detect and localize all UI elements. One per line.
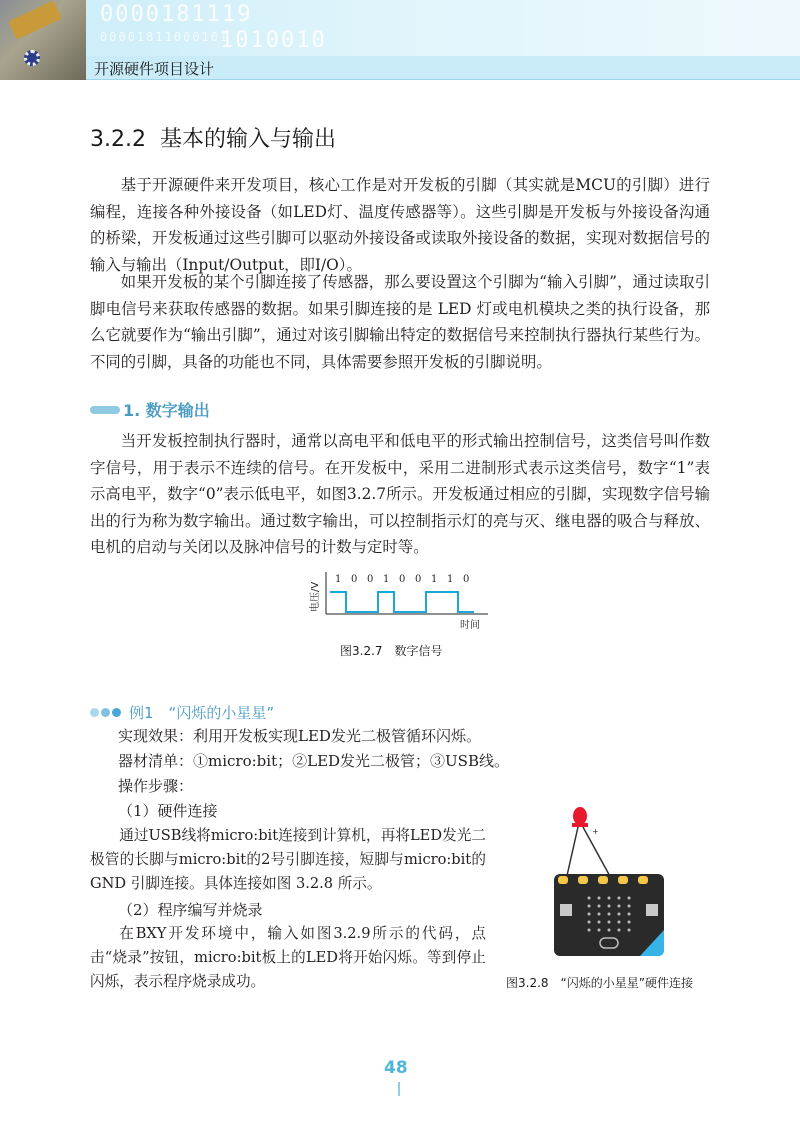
example-step1-text: 通过USB线将micro:bit连接到计算机，再将LED发光二极管的长脚与micro:bit的2号引脚连接，短脚与micro:bit的 GND 引脚连接。具体连接如图 3.2.8 所示。 bbox=[90, 827, 486, 893]
circuit-board-image bbox=[8, 0, 62, 39]
subsection-bar-icon bbox=[90, 406, 120, 414]
bit-label: 1 bbox=[431, 574, 438, 585]
digital-signal-figure bbox=[312, 568, 492, 630]
subsection-title: 1. 数字输出 bbox=[123, 401, 210, 420]
binary-line-3: 1010010 bbox=[220, 28, 327, 53]
binary-line-2: 00001811000101 bbox=[100, 30, 230, 44]
example-heading bbox=[90, 702, 274, 723]
page-number: 48 bbox=[384, 1058, 408, 1078]
example-step2-heading: （2）程序编写并烧录 bbox=[118, 901, 263, 919]
plus-icon: + bbox=[592, 827, 599, 836]
pin bbox=[578, 876, 588, 884]
section-number: 3.2.2 bbox=[90, 127, 146, 152]
example-step2-text: 在BXY开发环境中，输入如图3.2.9所示的代码，点击“烧录”按钮，micro:bit板上的LED将开始闪烁。等到停止闪烁，表示程序烧录成功。 bbox=[90, 925, 486, 991]
intro-paragraph-1: 基于开源硬件来开发项目，核心工作是对开发板的引脚（其实就是MCU的引脚）进行编程，连接各种外接设备（如LED灯、温度传感器等）。这些引脚是开发板与外接设备沟通的桥梁，开发板通过这些引脚可以驱动外接设备或读取外接设备的数据，实现对数据信号的输入与输出（Input/Output，即I/O）。 bbox=[90, 176, 710, 274]
book-title: 开源硬件项目设计 bbox=[94, 60, 215, 78]
bit-label: 0 bbox=[351, 574, 358, 585]
subsection-heading bbox=[90, 398, 210, 421]
example-step1-heading: （1）硬件连接 bbox=[118, 802, 218, 820]
header-photo bbox=[0, 0, 86, 80]
gear-icon bbox=[24, 50, 40, 66]
bit-label: 0 bbox=[399, 574, 406, 585]
bit-label: 0 bbox=[463, 574, 470, 585]
bit-label: 1 bbox=[335, 574, 342, 585]
example-dot bbox=[112, 708, 121, 717]
header-binary-decoration bbox=[100, 4, 327, 52]
figure1-caption: 图3.2.7 数字信号 bbox=[340, 644, 443, 658]
figure1-signal-line bbox=[330, 592, 474, 612]
figure1-xlabel: 时间 bbox=[460, 620, 480, 631]
bit-label: 0 bbox=[367, 574, 374, 585]
figure1-bit-labels bbox=[335, 574, 469, 585]
pin bbox=[598, 876, 608, 884]
pin bbox=[638, 876, 648, 884]
page-number-tick bbox=[398, 1082, 400, 1096]
figure2-caption: 图3.2.8 “闪烁的小星星”硬件连接 bbox=[506, 976, 693, 990]
digital-output-paragraph: 当开发板控制执行器时，通常以高电平和低电平的形式输出控制信号，这类信号叫作数字信号，用于表示不连续的信号。在开发板中，采用二进制形式表示这类信号，数字“1”表示高电平，数字“0”表示低电平，如图3.2.7所示。开发板通过相应的引脚，实现数字信号输出的行为称为数字输出。通过数字输出，可以控制指示灯的亮与灭、继电器的吸合与释放、电机的启动与关闭以及脉冲信号的计数与定时等。 bbox=[90, 432, 710, 556]
example-steps-label: 操作步骤： bbox=[118, 777, 194, 795]
bit-label: 1 bbox=[383, 574, 390, 585]
example-materials: 器材清单：①micro:bit；②LED发光二极管；③USB线。 bbox=[118, 752, 509, 770]
led-short-leg bbox=[566, 827, 578, 880]
example-dots-icon bbox=[90, 708, 123, 717]
bit-label: 0 bbox=[415, 574, 422, 585]
example-title: 例1 “闪烁的小星星” bbox=[129, 704, 275, 722]
header-divider bbox=[86, 79, 800, 80]
section-title: 基本的输入与输出 bbox=[159, 127, 336, 152]
led-icon bbox=[573, 807, 587, 825]
page-header bbox=[0, 0, 800, 80]
binary-line-1: 0000181119 bbox=[100, 2, 253, 27]
pin bbox=[558, 876, 568, 884]
example-dot bbox=[101, 708, 110, 717]
intro-paragraph-2: 如果开发板的某个引脚连接了传感器，那么要设置这个引脚为“输入引脚”，通过读取引脚电信号来获取传感器的数据。如果引脚连接的是 LED 灯或电机模块之类的执行设备，那么它就要作为“输出引脚”，通过对该引脚输出特定的数据信号来控制执行器执行某些行为。不同的引脚，具备的功能也不同，具体需要参照开发板的引脚说明。 bbox=[90, 273, 710, 371]
led-base bbox=[572, 823, 588, 827]
bit-label: 1 bbox=[447, 574, 454, 585]
section-heading bbox=[90, 122, 336, 153]
example-effect: 实现效果：利用开发板实现LED发光二极管循环闪烁。 bbox=[118, 727, 481, 745]
button-a bbox=[560, 904, 572, 916]
microbit-hardware-figure bbox=[544, 800, 674, 960]
button-b bbox=[646, 904, 658, 916]
figure1-ylabel: 电压/V bbox=[310, 581, 321, 612]
example-dot bbox=[90, 708, 99, 717]
pin bbox=[618, 876, 628, 884]
